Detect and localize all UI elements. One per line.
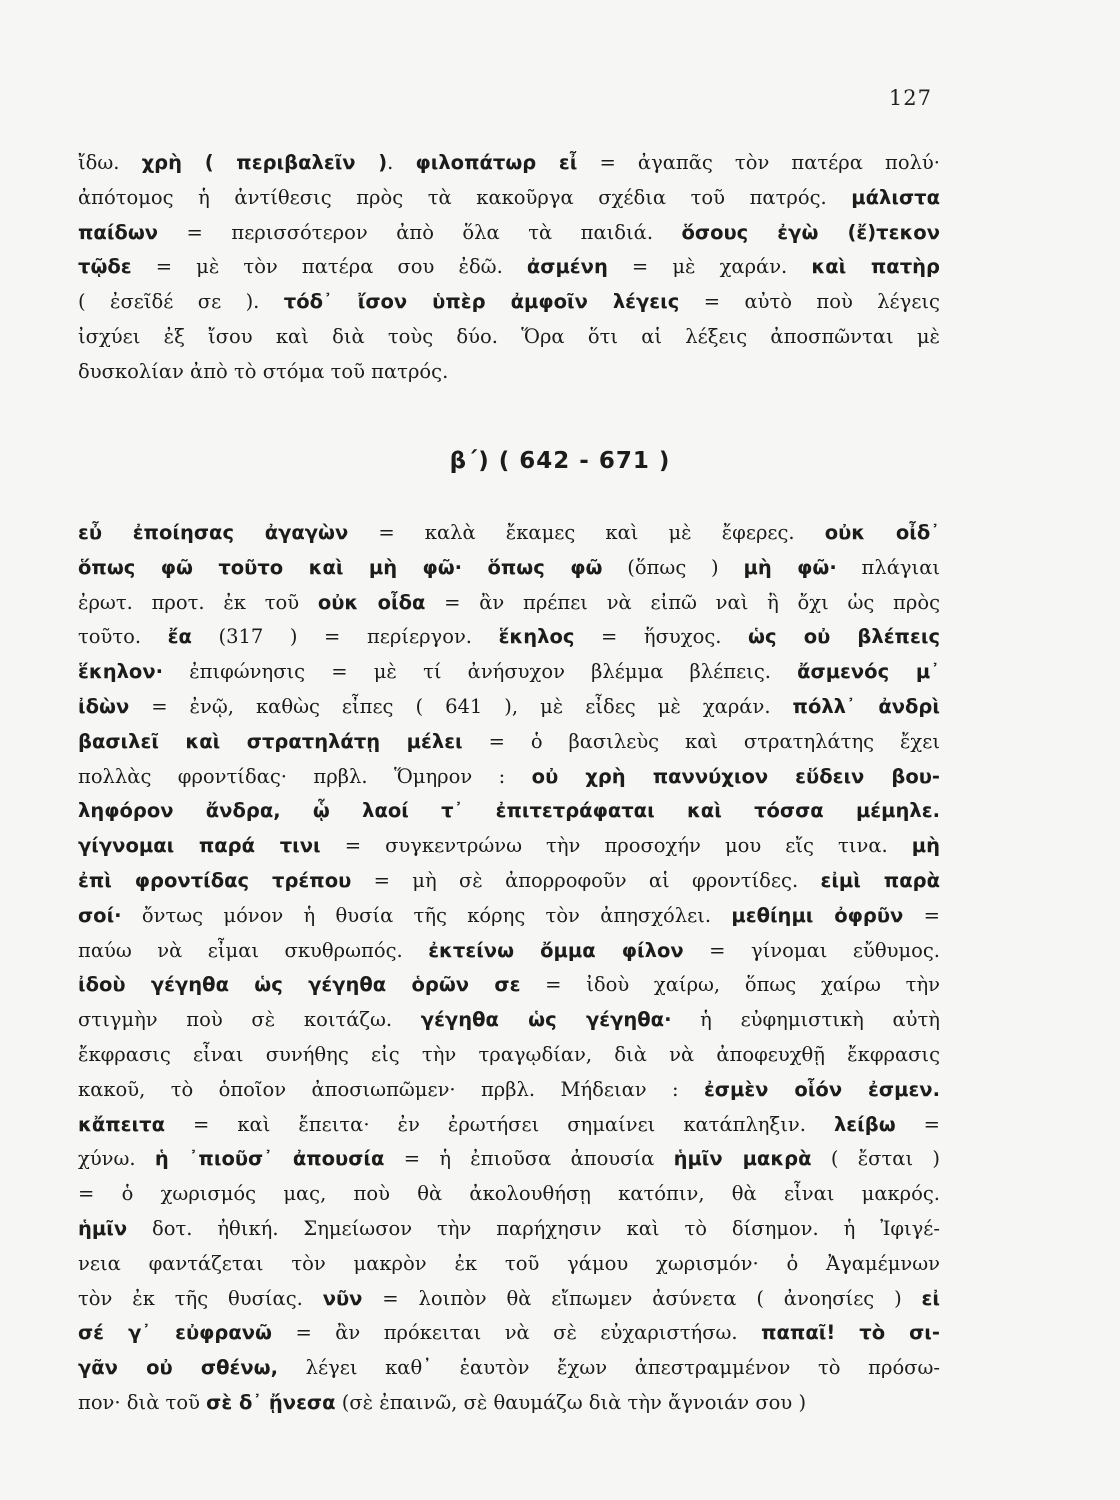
- bold-lemma: ἔα: [167, 625, 192, 649]
- line-text: στιγμὴν ποὺ σὲ κοιτάζω.: [78, 1008, 421, 1032]
- text-line: [78, 1386, 940, 1421]
- line-text: ( ἔσται ): [811, 1147, 940, 1171]
- bold-lemma: βασιλεῖ καὶ στρατηλάτῃ μέλει: [78, 729, 463, 753]
- line-text: = ὁ βασιλεὺς καὶ στρατηλάτης ἔχει: [462, 729, 940, 753]
- bold-lemma: κἄπειτα: [78, 1112, 165, 1136]
- line-text: τὸν ἐκ τῆς θυσίας.: [78, 1286, 323, 1310]
- line-text: = λοιπὸν θὰ εἴπωμεν ἀσύνετα ( ἀνοησίες ): [362, 1286, 922, 1310]
- text-line: [78, 690, 940, 725]
- text-line: [78, 216, 940, 251]
- line-text: δοτ. ἠθική. Σημείωσον τὴν παρήχησιν καὶ τὸ δίσημον. ἡ Ἰφιγέ-: [127, 1216, 940, 1240]
- text-line: [78, 1316, 940, 1351]
- line-text: = μὲ τὸν πατέρα σου ἐδῶ.: [131, 255, 527, 279]
- text-line: [78, 1247, 940, 1282]
- text-line: [78, 1003, 940, 1038]
- bold-lemma: μεθίημι ὀφρῦν: [731, 903, 904, 927]
- bold-lemma: πόλλ᾿ ἀνδρὶ: [792, 694, 940, 718]
- bold-lemma: λείβω: [833, 1112, 896, 1136]
- line-text: = μὴ σὲ ἀπορροφοῦν αἱ φροντίδες.: [351, 868, 821, 892]
- line-text: =: [903, 903, 940, 927]
- text-line: [78, 551, 940, 586]
- bold-lemma: ἰδὼν: [78, 694, 130, 718]
- bold-lemma: οὐ χρὴ παννύχιον εὕδειν βου-: [531, 764, 940, 788]
- bold-lemma: μὴ: [911, 834, 940, 858]
- text-line: [78, 864, 940, 899]
- bold-lemma: εἰμὶ παρὰ: [820, 868, 940, 892]
- line-text: παύω νὰ εἶμαι σκυθρωπός.: [78, 938, 429, 962]
- line-text: ἐπιφώνησις = μὲ τί ἀνήσυχον βλέμμα βλέπεις.: [163, 660, 798, 684]
- bold-lemma: ἕκηλος: [498, 625, 575, 649]
- text-line: [78, 725, 940, 760]
- line-text: ἐρωτ. προτ. ἐκ τοῦ: [78, 590, 318, 614]
- line-text: = γίνομαι εὔθυμος.: [683, 938, 940, 962]
- bold-lemma: οὐκ οἶδα: [317, 590, 426, 614]
- bold-lemma: ἰδοὺ γέγηθα ὡς γέγηθα ὁρῶν σε: [78, 973, 521, 997]
- line-text: .: [387, 151, 416, 174]
- text-line: [78, 1038, 940, 1073]
- line-text: ἰσχύει ἐξ ἴσου καὶ διὰ τοὺς δύο. Ὅρα ὅτι αἱ λέξεις ἀποσπῶνται μὲ: [78, 324, 940, 348]
- bold-lemma: σέ γ᾿ εὐφρανῶ: [78, 1321, 273, 1345]
- text-line: [78, 516, 940, 551]
- bold-lemma: ὡς οὐ βλέπεις: [748, 625, 940, 649]
- text-line: [78, 655, 940, 690]
- line-text: = ἂν πρόκειται νὰ σὲ εὐχαριστήσω.: [272, 1321, 762, 1345]
- text-line: [78, 899, 940, 934]
- text-line: [78, 285, 940, 320]
- line-text: λέγει καθ᾿ ἑαυτὸν ἔχων ἀπεστραμμένον τὸ πρόσω-: [278, 1356, 940, 1380]
- line-text: = ἐνῷ, καθὼς εἶπες ( 641 ), μὲ εἶδες μὲ χαράν.: [129, 694, 793, 718]
- bold-lemma: τῷδε: [78, 255, 132, 279]
- bold-lemma: ἡμῖν: [78, 1216, 128, 1240]
- line-text: = συγκεντρώνω τὴν προσοχήν μου εἴς τινα.: [320, 834, 912, 858]
- bold-lemma: γέγηθα ὡς γέγηθα·: [420, 1008, 672, 1032]
- line-text: ( ἐσεῖδέ σε ).: [78, 290, 284, 314]
- bold-lemma: ἐσμὲν οἷόν ἐσμεν.: [703, 1077, 940, 1101]
- line-text: = καλὰ ἔκαμες καὶ μὲ ἔφερες.: [348, 521, 825, 544]
- bold-lemma: μάλιστα: [851, 185, 940, 209]
- bold-lemma: ἐκτείνω ὄμμα φίλον: [428, 938, 684, 962]
- text-line: [78, 934, 940, 969]
- text-line: [78, 1073, 940, 1108]
- line-text: = μὲ χαράν.: [607, 255, 812, 279]
- bold-lemma: γίγνομαι παρά τινι: [78, 834, 321, 858]
- bold-lemma: σὲ δ᾿ ᾔνεσα: [206, 1390, 336, 1414]
- bold-lemma: ὅσους ἐγὼ (ἔ)τεκον: [681, 220, 940, 244]
- line-text: = περισσότερον ἀπὸ ὅλα τὰ παιδιά.: [158, 220, 682, 244]
- text-line: [78, 1108, 940, 1143]
- text-line: [78, 829, 940, 864]
- line-text: =: [895, 1112, 940, 1136]
- commentary-block-bottom: [78, 516, 940, 1421]
- text-line: [78, 586, 940, 621]
- bold-lemma: εὖ ἐποίησας ἀγαγὼν: [78, 521, 349, 544]
- bold-lemma: μὴ φῶ·: [743, 555, 837, 579]
- line-text: ὄντως μόνον ἡ θυσία τῆς κόρης τὸν ἀπησχόλει.: [121, 903, 732, 927]
- line-text: = καὶ ἔπειτα· ἐν ἐρωτήσει σημαίνει κατάπληξιν.: [164, 1112, 834, 1136]
- text-line: [78, 146, 940, 181]
- bold-lemma: ληφόρον ἄνδρα, ᾧ λαοί τ᾿ ἐπιτετράφαται καὶ τόσσα μέμηλε.: [78, 799, 940, 823]
- line-text: ἔκφρασις εἶναι συνήθης εἰς τὴν τραγῳδίαν, διὰ νὰ ἀποφευχθῇ ἔκφρασις: [78, 1042, 940, 1066]
- bold-lemma: νῦν: [322, 1286, 363, 1310]
- text-line: [78, 1351, 940, 1386]
- bold-lemma: γᾶν οὐ σθένω,: [78, 1356, 279, 1380]
- line-text: = ἀγαπᾶς τὸν πατέρα πολύ·: [577, 151, 940, 174]
- line-text: = ὁ χωρισμός μας, ποὺ θὰ ἀκολουθήσῃ κατόπιν, θὰ εἶναι μακρός.: [78, 1182, 940, 1206]
- text-line: [78, 1142, 940, 1177]
- bold-lemma: ἐπὶ φροντίδας τρέπου: [78, 868, 352, 892]
- text-line: [78, 355, 940, 390]
- text-line: [78, 1282, 940, 1317]
- bold-lemma: εἰ: [921, 1286, 940, 1310]
- line-text: = αὐτὸ ποὺ λέγεις: [679, 290, 940, 314]
- bold-lemma: παπαῖ! τὸ σι-: [761, 1321, 940, 1345]
- text-line: [78, 620, 940, 655]
- text-line: [78, 1177, 940, 1212]
- line-text: ἡ εὐφημιστικὴ αὐτὴ: [671, 1008, 940, 1032]
- line-text: νεια φαντάζεται τὸν μακρὸν ἐκ τοῦ γάμου χωρισμόν· ὁ Ἀγαμέμνων: [78, 1251, 940, 1275]
- line-text: = ἂν πρέπει νὰ εἰπῶ ναὶ ἢ ὄχι ὡς πρὸς: [425, 590, 940, 614]
- text-line: [78, 250, 940, 285]
- line-text: δυσκολίαν ἀπὸ τὸ στόμα τοῦ πατρός.: [78, 359, 449, 383]
- line-text: (317 ) = περίεργον.: [191, 625, 499, 649]
- page-number: 127: [888, 86, 932, 110]
- text-line: [78, 760, 940, 795]
- line-text: πλάγιαι: [836, 555, 941, 579]
- bold-lemma: φιλοπάτωρ εἶ: [415, 151, 578, 174]
- bold-lemma: οὐκ οἶδ᾿: [824, 521, 940, 544]
- line-text: (ὅπως ): [602, 555, 744, 579]
- text-line: [78, 1212, 940, 1247]
- line-text: πολλὰς φροντίδας· πρβλ. Ὅμηρον :: [78, 764, 532, 788]
- line-text: = ἡ ἐπιοῦσα ἀπουσία: [384, 1147, 674, 1171]
- text-line: [78, 320, 940, 355]
- line-text: ἀπότομος ἡ ἀντίθεσις πρὸς τὰ κακοῦργα σχέδια τοῦ πατρός.: [78, 185, 852, 209]
- bold-lemma: ἡ ᾿πιοῦσ᾿ ἀπουσία: [154, 1147, 385, 1171]
- bold-lemma: ἕκηλον·: [78, 660, 164, 684]
- section-heading: β΄) ( 642 - 671 ): [449, 448, 671, 474]
- text-line: [78, 968, 940, 1003]
- line-text: = ἰδοὺ χαίρω, ὅπως χαίρω τὴν: [520, 973, 940, 997]
- bold-lemma: τόδ᾿ ἴσον ὑπὲρ ἀμφοῖν λέγεις: [283, 290, 680, 314]
- text-line: [78, 181, 940, 216]
- line-text: χύνω.: [78, 1147, 155, 1171]
- bold-lemma: ὅπως φῶ τοῦτο καὶ μὴ φῶ· ὅπως φῶ: [78, 555, 603, 579]
- text-line: [78, 794, 940, 829]
- bold-lemma: παίδων: [78, 220, 159, 244]
- commentary-block-top: [78, 146, 940, 390]
- line-text: (σὲ ἐπαινῶ, σὲ θαυμάζω διὰ τὴν ἄγνοιάν σου ): [335, 1390, 807, 1414]
- bold-lemma: χρὴ ( περιβαλεῖν ): [141, 151, 388, 174]
- bold-lemma: ἀσμένη: [526, 255, 608, 279]
- bold-lemma: σοί·: [78, 903, 122, 927]
- line-text: = ἥσυχος.: [574, 625, 749, 649]
- line-text: τοῦτο.: [78, 625, 168, 649]
- bold-lemma: ἄσμενός μ᾿: [797, 660, 940, 684]
- bold-lemma: ἡμῖν μακρὰ: [673, 1147, 812, 1171]
- line-text: κακοῦ, τὸ ὁποῖον ἀποσιωπῶμεν· πρβλ. Μήδειαν :: [78, 1077, 704, 1101]
- bold-lemma: καὶ πατὴρ: [811, 255, 940, 279]
- line-text: πον· διὰ τοῦ: [78, 1390, 207, 1414]
- line-text: ἴδω.: [78, 151, 142, 174]
